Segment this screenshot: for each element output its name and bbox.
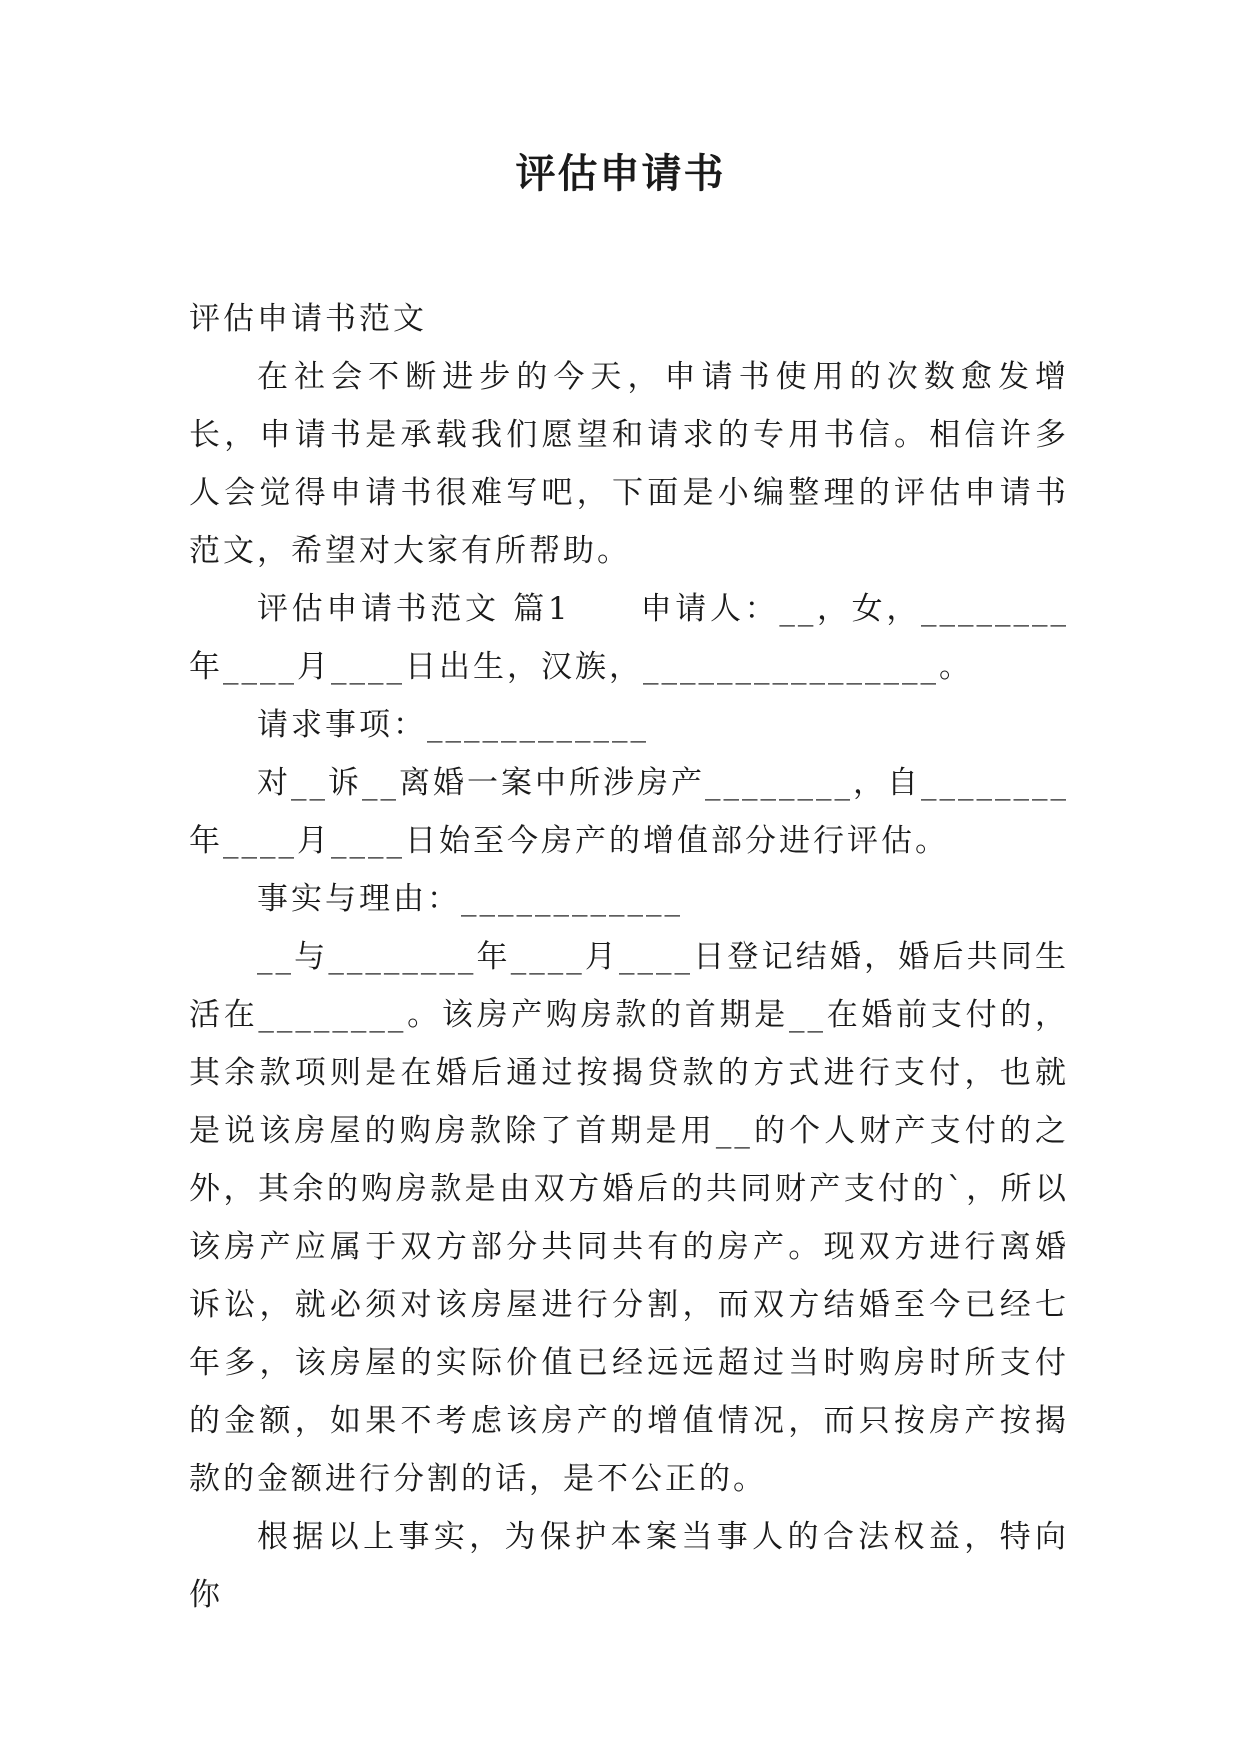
paragraph-request-label: 请求事项：____________ bbox=[257, 707, 649, 743]
paragraph-applicant: 评估申请书范文 篇1 申请人：__，女，________年____月____日出生，汉族，________________。 bbox=[189, 591, 1069, 685]
document-body bbox=[189, 290, 1069, 1624]
paragraph-heading: 评估申请书范文 bbox=[189, 301, 427, 337]
paragraph-request: 对__诉__离婚一案中所涉房产________，自________年____月____日始至今房产的增值部分进行评估。 bbox=[189, 765, 1069, 859]
paragraph-facts-label: 事实与理由：____________ bbox=[257, 881, 683, 917]
paragraph-intro: 在社会不断进步的今天，申请书使用的次数愈发增长，申请书是承载我们愿望和请求的专用书信。相信许多人会觉得申请书很难写吧，下面是小编整理的评估申请书范文，希望对大家有所帮助。 bbox=[189, 359, 1069, 569]
paragraph-facts: __与________年____月____日登记结婚，婚后共同生活在________。该房产购房款的首期是__在婚前支付的，其余款项则是在婚后通过按揭贷款的方式进行支付，也就是说该房屋的购房款除了首期是用__的个人财产支付的之外，其余的购房款是由双方婚后的共同财产支付的`，所以该房产应属于双方部分共同共有的房产。现双方进行离婚诉讼，就必须对该房屋进行分割，而双方结婚至今已经七年多，该房屋的实际价值已经远远超过当时购房时所支付的金额，如果不考虑该房产的增值情况，而只按房产按揭款的金额进行分割的话，是不公正的。 bbox=[189, 939, 1069, 1497]
paragraph-conclusion: 根据以上事实，为保护本案当事人的合法权益，特向你 bbox=[189, 1519, 1069, 1613]
document-title: 评估申请书 bbox=[515, 150, 726, 197]
